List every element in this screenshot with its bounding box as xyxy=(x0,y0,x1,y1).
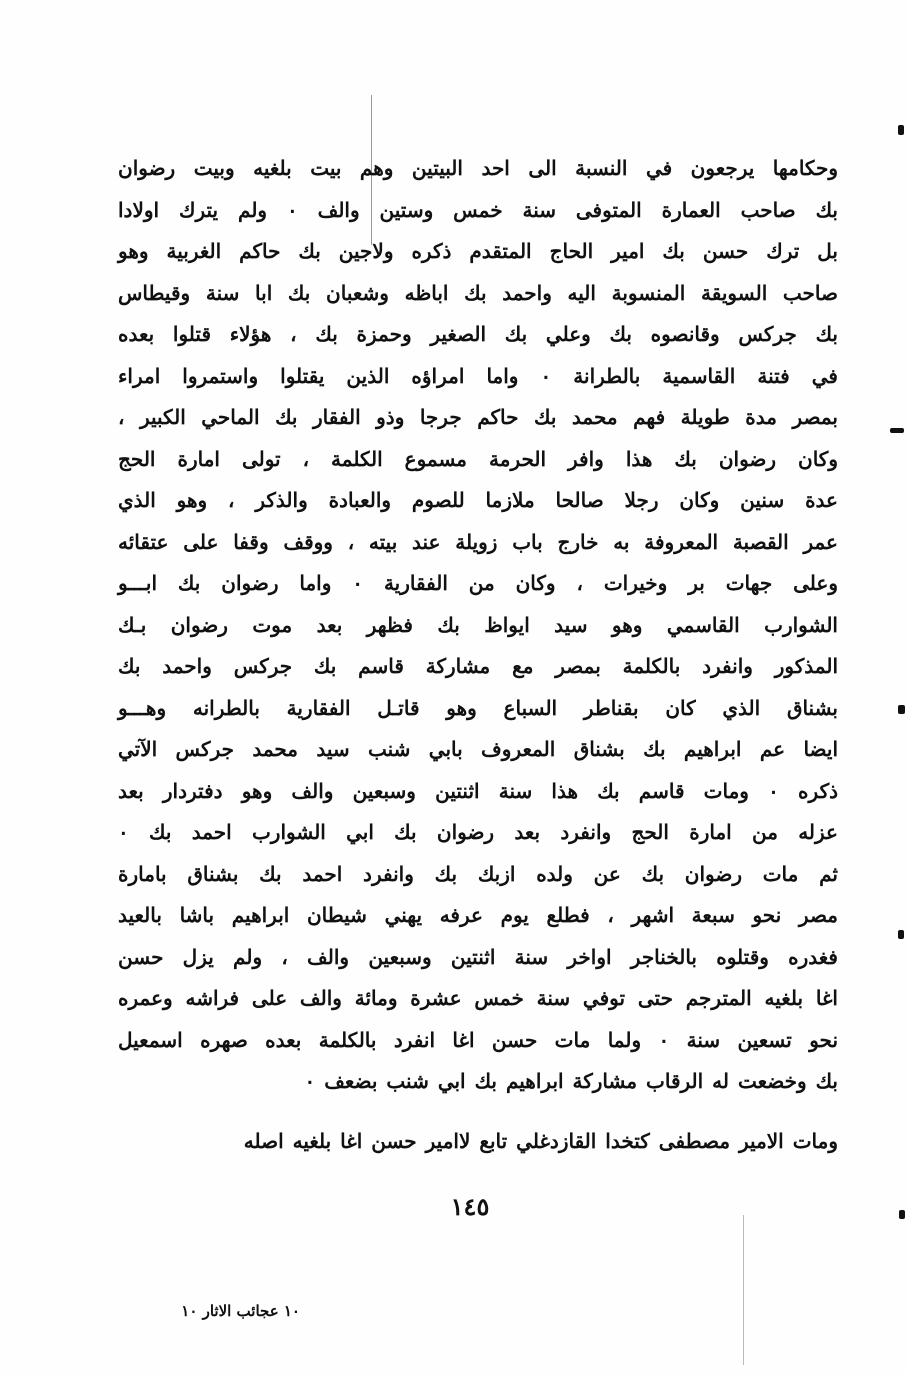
text-line: مصر نحو سبعة اشهر ، فطلع يوم عرفه يهني شيطان ابراهيم باشا بالعيد xyxy=(118,903,838,927)
text-line: ثم مات رضوان بك عن ولده ازبك بك وانفرد احمد بك بشناق بامارة xyxy=(118,861,838,886)
text-line: ومات الامير مصطفى كتخدا القازدغلي تابع لاامير حسن اغا بلغيه اصله xyxy=(243,1128,838,1153)
text-line: عزله من امارة الحج وانفرد بعد رضوان بك ابي الشوارب احمد بك ٠ xyxy=(118,820,838,844)
page-number: ١٤٥ xyxy=(450,1192,490,1221)
scan-fold-line-bottom xyxy=(743,1215,744,1365)
scan-dot xyxy=(899,1210,905,1219)
text-line: ايضا عم ابراهيم بك بشناق المعروف بابي شنب سيد محمد جركس الآتي xyxy=(118,737,838,761)
text-line: المذكور وانفرد بالكلمة بمصر مع مشاركة قاسم بك جركس واحمد بك xyxy=(118,654,838,678)
text-line: الشوارب القاسمي وهو سيد ايواظ بك فظهر بعد موت رضوان بـك xyxy=(118,612,838,637)
text-line: بشناق الذي كان بقناطر السباع وهو قاتـل الفقارية بالطرانه وهـــو xyxy=(118,695,838,720)
scan-dot xyxy=(898,930,904,939)
text-line: اغا بلغيه المترجم حتى توفي سنة خمس عشرة ومائة والف على فراشه وعمره xyxy=(118,986,838,1010)
text-line: وحكامها يرجعون في النسبة الى احد البيتين وهم بيت بلغيه وبيت رضوان xyxy=(118,156,838,180)
paragraph-1 xyxy=(118,148,838,1103)
scan-dot xyxy=(898,705,905,714)
text-line: نحو تسعين سنة ٠ ولما مات حسن اغا انفرد بالكلمة بعده صهره اسمعيل xyxy=(118,1027,839,1052)
text-line: فغدره وقتلوه بالخناجر اواخر سنة اثنتين وسبعين والف ، ولم يزل حسن xyxy=(118,944,838,969)
text-line: بل ترك حسن بك امير الحاج المتقدم ذكره ولاجين بك حاكم الغربية وهو xyxy=(118,239,838,263)
printer-signature-mark: ١٠ عجائب الاثار ١٠ xyxy=(181,1302,300,1320)
text-line: ذكره ٠ ومات قاسم بك هذا سنة اثنتين وسبعين والف وهو دفتردار بعد xyxy=(118,778,838,803)
scan-dash xyxy=(890,428,904,433)
text-line: بك صاحب العمارة المتوفى سنة خمس وستين والف ٠ ولم يترك اولادا xyxy=(118,197,838,222)
paragraph-gap xyxy=(118,1103,838,1121)
text-line: وكان رضوان بك هذا وافر الحرمة مسموع الكلمة ، تولى امارة الحج xyxy=(118,446,838,471)
text-line: عدة سنين وكان رجلا صالحا ملازما للصوم والعبادة والذكر ، وهو الذي xyxy=(118,488,838,512)
text-line: صاحب السويقة المنسوبة اليه واحمد بك اباظه وشعبان بك ابا سنة وقيطاس xyxy=(118,280,838,305)
text-line: عمر القصبة المعروفة به خارج باب زويلة عند بيته ، ووقف وقفا على عتقائه xyxy=(118,529,838,554)
text-line: وعلى جهات بر وخيرات ، وكان من الفقارية ٠ واما رضوان بك ابـــو xyxy=(118,571,838,595)
main-text xyxy=(118,148,838,1162)
text-line: بمصر مدة طويلة فهم محمد بك حاكم جرجا وذو الفقار بك الماحي الكبير ، xyxy=(118,405,838,429)
text-line: في فتنة القاسمية بالطرانة ٠ واما امراؤه الذين يقتلوا واستمروا امراء xyxy=(118,363,838,388)
paragraph-2 xyxy=(118,1121,838,1163)
scan-dot xyxy=(898,125,904,135)
text-line: بك وخضعت له الرقاب مشاركة ابراهيم بك ابي شنب بضعف ٠ xyxy=(304,1069,838,1093)
text-line: بك جركس وقانصوه بك وعلي بك الصغير وحمزة بك ، هؤلاء قتلوا بعده xyxy=(118,322,838,346)
